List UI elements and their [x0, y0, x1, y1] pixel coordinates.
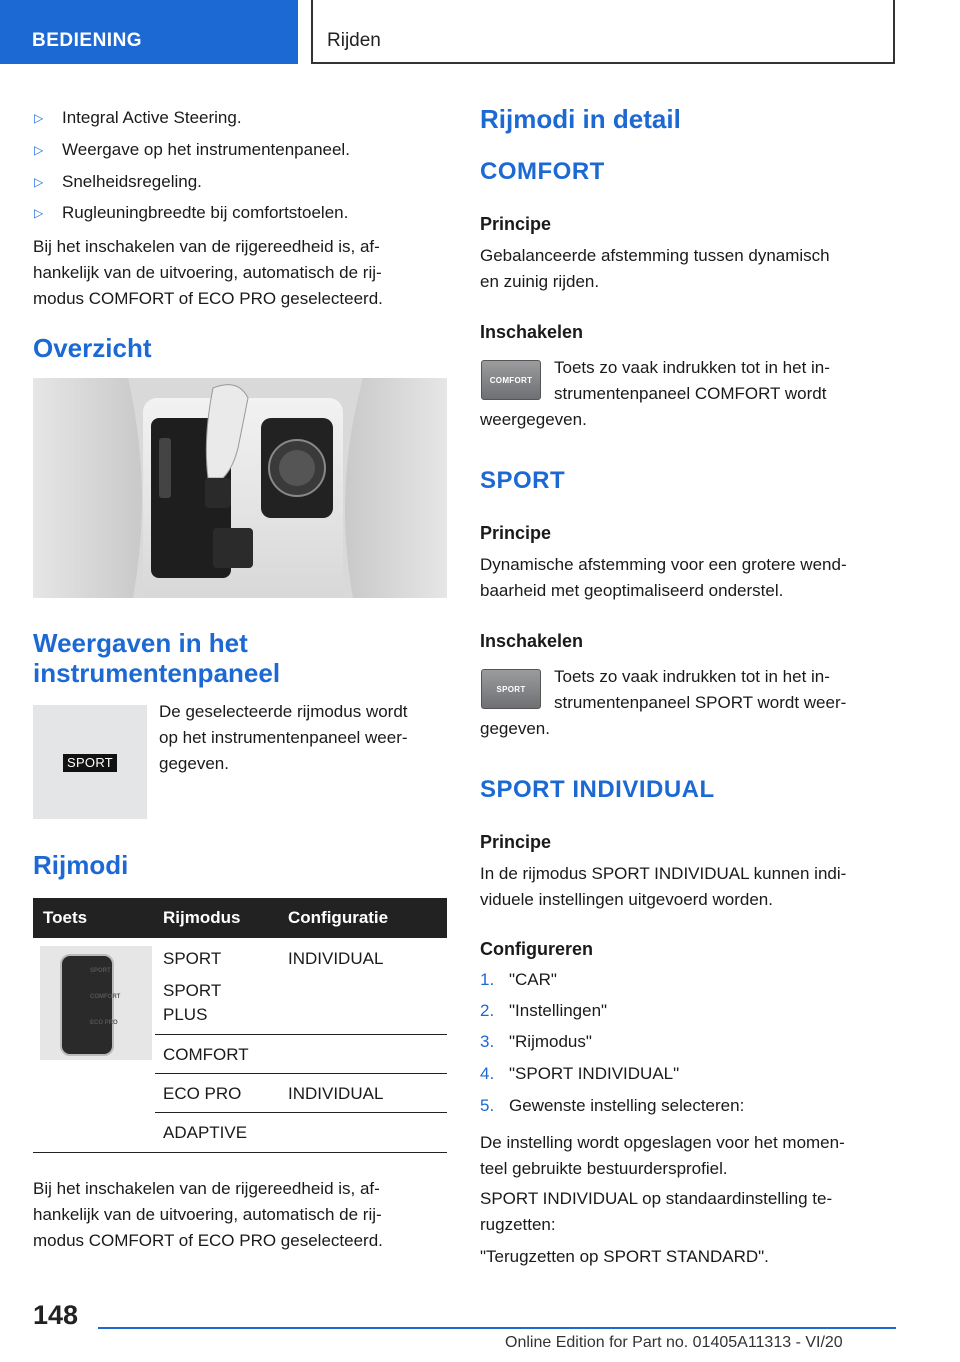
- table-cell-mode: SPORT SPORT PLUS: [163, 949, 222, 1024]
- step-item: 3. "Rijmodus": [480, 1032, 592, 1051]
- col-header-rijmodus: Rijmodus: [163, 908, 241, 927]
- row-divider: [155, 1112, 447, 1113]
- bullet-item: ▷ Rugleuningbreedte bij comfortstoelen.: [34, 201, 444, 225]
- table-header: [33, 898, 447, 938]
- switch-label: SPORT: [90, 968, 111, 974]
- sport-display-badge: SPORT: [63, 754, 117, 772]
- comfort-enable-label: Inschakelen: [480, 322, 584, 342]
- comfort-principle-text: Gebalanceerde afstemming tussen dynamisch en zuinig rijden.: [480, 246, 830, 291]
- triangle-bullet-icon: ▷: [34, 175, 44, 189]
- comfort-heading: COMFORT: [480, 158, 605, 185]
- comfort-enable-text-cont: weergegeven.: [480, 410, 587, 429]
- table-cell-mode: COMFORT: [163, 1045, 249, 1064]
- sport-enable-text: Toets zo vaak indrukken tot in het in- strumentenpaneel SPORT wordt weer-: [554, 667, 847, 712]
- col-header-configuratie: Configuratie: [288, 908, 389, 927]
- chapter-tab: [311, 0, 895, 64]
- chapter-label: Rijden: [327, 30, 381, 51]
- col-header-toets: Toets: [43, 908, 88, 927]
- sport-principle-text: Dynamische afstemming voor een grotere wend- baarheid met geoptimaliseerd onderstel.: [480, 555, 847, 600]
- sport-button-image: SPORT: [481, 669, 541, 709]
- display-sport-image: [33, 705, 147, 819]
- section-tab: [0, 0, 298, 64]
- intro-paragraph: Bij het inschakelen van de rijgereedheid is, af- hankelijk van de uitvoering, automatisch de rij- modus COMFORT of ECO PRO geselecteerd.: [33, 237, 383, 308]
- reset-text: SPORT INDIVIDUAL op standaardinstelling te- rugzetten:: [480, 1189, 833, 1234]
- bullet-item: ▷ Weergave op het instrumentenpaneel.: [34, 138, 444, 162]
- page-number: 148: [33, 1300, 79, 1330]
- step-item: 4. "SPORT INDIVIDUAL": [480, 1064, 680, 1083]
- table-cell-config: INDIVIDUAL: [288, 1084, 384, 1103]
- triangle-bullet-icon: ▷: [34, 206, 44, 220]
- table-cell-mode: ECO PRO: [163, 1084, 242, 1103]
- modes-heading: Rijmodi: [33, 850, 129, 880]
- row-divider: [155, 1034, 447, 1035]
- switch-label: ECO PRO: [90, 1020, 118, 1026]
- footer-rule: [98, 1327, 896, 1329]
- switch-label: COMFORT: [90, 994, 121, 1000]
- outro-paragraph: Bij het inschakelen van de rijgereedheid is, af- hankelijk van de uitvoering, automatisch de rij- modus COMFORT of ECO PRO geselecteerd.: [33, 1179, 383, 1250]
- table-bottom-line: [33, 1152, 447, 1153]
- sport-principle-label: Principe: [480, 523, 552, 543]
- edition-note: Online Edition for Part no. 01405A11313 - VI/20: [505, 1334, 843, 1351]
- table-cell-mode: ADAPTIVE: [163, 1123, 248, 1142]
- center-console-photo: [33, 378, 447, 598]
- saved-text: De instelling wordt opgeslagen voor het momen- teel gebruikte bestuurdersprofiel.: [480, 1133, 845, 1178]
- center-console-illustration: [33, 378, 447, 598]
- triangle-bullet-icon: ▷: [34, 143, 44, 157]
- step-item: 1. "CAR": [480, 970, 557, 989]
- overview-heading: Overzicht: [33, 333, 152, 363]
- sport-heading: SPORT: [480, 467, 566, 494]
- display-paragraph: De geselecteerde rijmodus wordt op het instrumentenpaneel weer- gegeven.: [159, 702, 408, 773]
- individual-heading: SPORT INDIVIDUAL: [480, 776, 715, 803]
- bullet-item: ▷ Snelheidsregeling.: [34, 170, 444, 194]
- row-divider: [155, 1073, 447, 1074]
- sport-enable-text-cont: gegeven.: [480, 719, 550, 738]
- sport-enable-label: Inschakelen: [480, 631, 584, 651]
- comfort-principle-label: Principe: [480, 214, 552, 234]
- triangle-bullet-icon: ▷: [34, 111, 44, 125]
- table-cell-config: INDIVIDUAL: [288, 949, 384, 968]
- section-label: BEDIENING: [32, 30, 143, 51]
- bullet-item: ▷ Integral Active Steering.: [34, 106, 444, 130]
- individual-principle-label: Principe: [480, 832, 552, 852]
- step-item: 2. "Instellingen": [480, 1001, 608, 1020]
- configure-label: Configureren: [480, 939, 594, 959]
- comfort-button-image: COMFORT: [481, 360, 541, 400]
- comfort-enable-text: Toets zo vaak indrukken tot in het in- strumentenpaneel COMFORT wordt: [554, 358, 830, 403]
- mode-switch-image: [40, 946, 152, 1060]
- reset-action: "Terugzetten op SPORT STANDARD".: [480, 1247, 769, 1266]
- configure-steps: [480, 967, 900, 1124]
- display-heading: Weergaven in het instrumentenpaneel: [33, 628, 281, 688]
- detail-title: Rijmodi in detail: [480, 104, 681, 134]
- step-item: 5. Gewenste instelling selecteren:: [480, 1096, 745, 1115]
- individual-principle-text: In de rijmodus SPORT INDIVIDUAL kunnen indi- viduele instellingen uitgevoerd worden.: [480, 864, 847, 909]
